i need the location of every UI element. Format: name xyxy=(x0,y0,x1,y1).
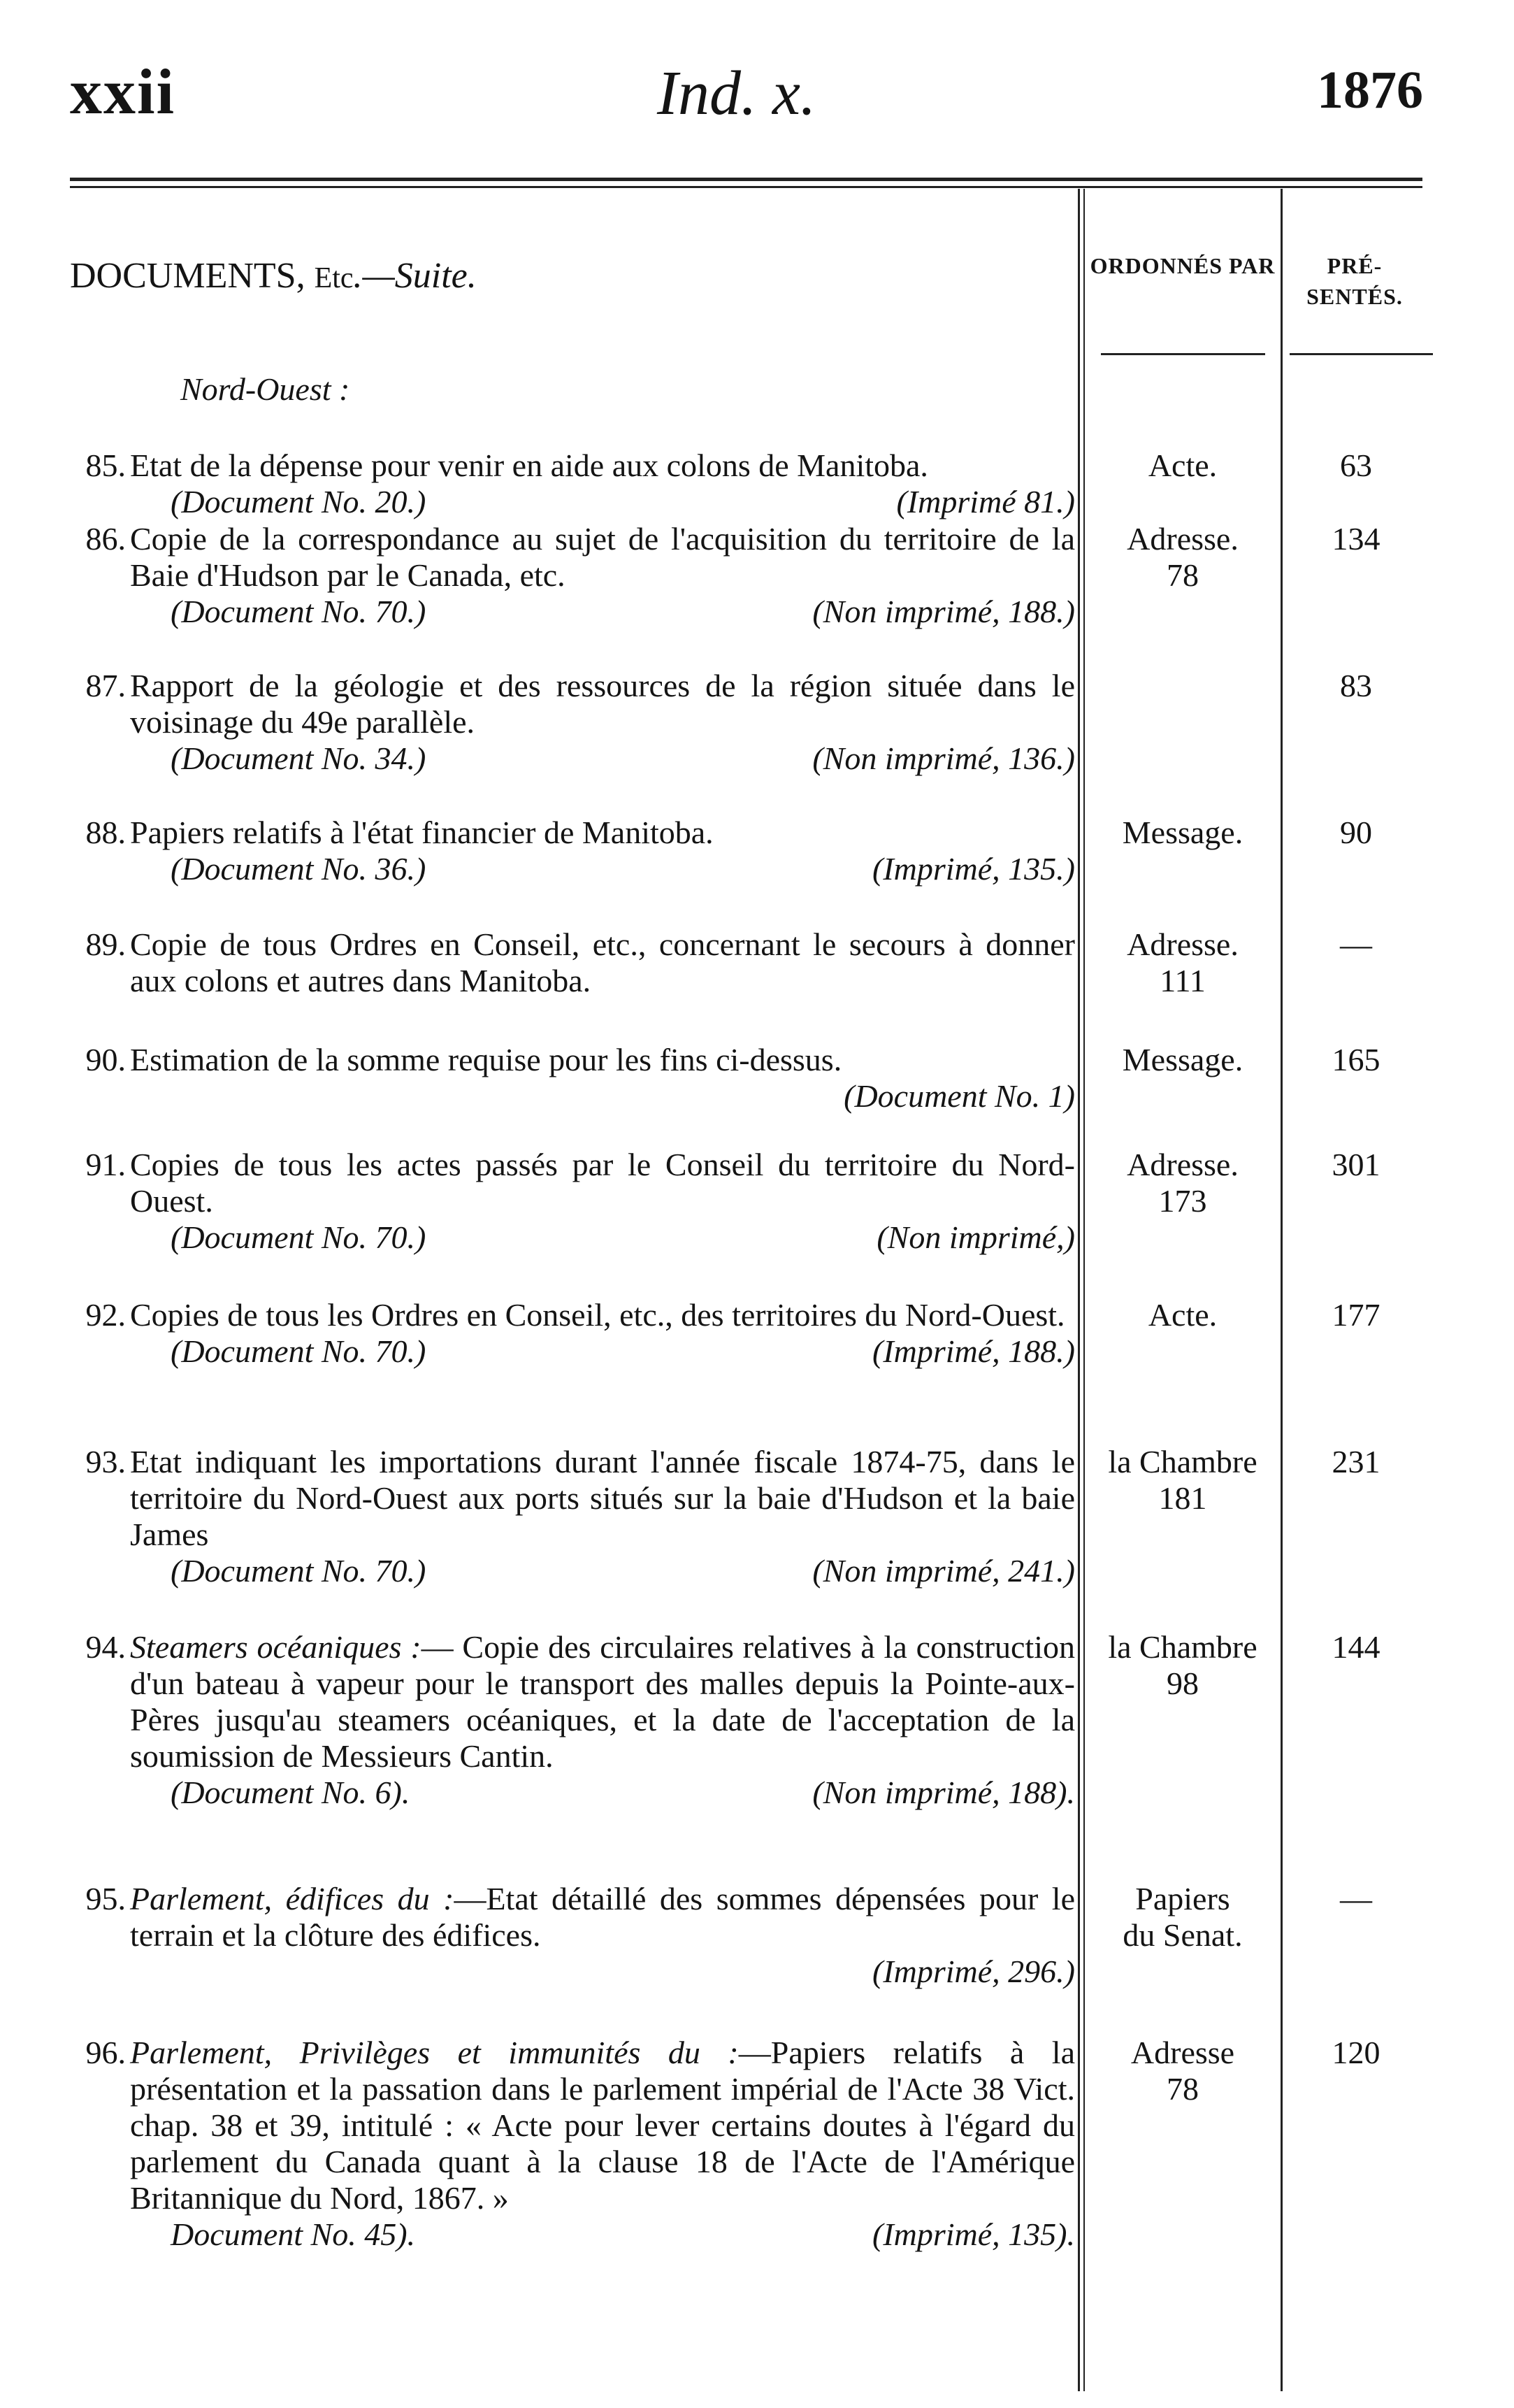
entry-print-status: (Non imprimé,) xyxy=(877,1219,1075,1255)
entry-presented: 63 xyxy=(1340,447,1372,483)
entry-ordered-by xyxy=(1085,1629,1281,1702)
entry-reference xyxy=(130,1954,1075,1990)
entry-description xyxy=(130,815,1075,851)
entry-body-text: Copies de tous les actes passés par le Conseil du territoire du Nord-Ouest. xyxy=(130,1147,1075,1219)
entry-number: 85. xyxy=(85,447,126,483)
entry-reference xyxy=(130,1219,1075,1256)
entry-presented: 120 xyxy=(1332,2035,1380,2070)
entry-document-ref: Document No. 45). xyxy=(171,2216,416,2252)
entry-number: 90. xyxy=(85,1042,126,1077)
entry-presented: 165 xyxy=(1332,1042,1380,1077)
entry-document-ref: (Document No. 70.) xyxy=(171,594,426,629)
page-header xyxy=(70,55,1423,138)
entry-print-status: (Imprimé, 135.) xyxy=(872,851,1075,887)
entry-number: 95. xyxy=(85,1881,126,1916)
entry-text xyxy=(85,521,1075,630)
entry-ordered-by xyxy=(1085,1444,1281,1517)
entry-ordered-by-label: Papiers xyxy=(1135,1881,1230,1916)
entry-ordered-by-number: 78 xyxy=(1167,2071,1199,2107)
entry-ordered-by-label: Message. xyxy=(1122,815,1243,850)
entry-description xyxy=(130,521,1075,594)
entry-ordered-by xyxy=(1085,447,1281,484)
entry-text xyxy=(85,1881,1075,1990)
entry-text xyxy=(85,447,1075,520)
entry-presented: — xyxy=(1340,1881,1372,1916)
entry-number: 96. xyxy=(85,2035,126,2070)
entry-description xyxy=(130,1629,1075,1775)
entry-ordered-by-number: 181 xyxy=(1158,1480,1207,1516)
entry-document-ref: (Document No. 70.) xyxy=(171,1333,426,1369)
entry-reference xyxy=(130,594,1075,630)
entry-ordered-by xyxy=(1085,926,1281,999)
entry-description xyxy=(130,1297,1075,1333)
entry-document-ref: (Document No. 6). xyxy=(171,1775,410,1810)
entry-number: 87. xyxy=(85,668,126,703)
header-rule-bottom xyxy=(70,186,1422,188)
entry-number: 93. xyxy=(85,1444,126,1479)
page-year: 1876 xyxy=(1317,61,1423,120)
entry-document-ref: (Document No. 34.) xyxy=(171,740,426,776)
page-title: Ind. x. xyxy=(657,59,816,128)
entry-ordered-by xyxy=(1085,1147,1281,1219)
entry-reference xyxy=(130,1333,1075,1370)
entry-lead: Parlement, édifices du : xyxy=(130,1881,454,1916)
entry-description xyxy=(130,1042,1075,1078)
entry-ordered-by-label: Acte. xyxy=(1148,447,1218,483)
column-header-ordered-by: ORDONNÉS PAR xyxy=(1090,253,1276,278)
section-title-etc: Etc xyxy=(314,262,354,294)
entry-document-ref: (Document No. 36.) xyxy=(171,851,426,887)
entry-ordered-by-number: 173 xyxy=(1158,1183,1207,1219)
entry-number: 88. xyxy=(85,815,126,850)
entry-print-status: (Imprimé, 188.) xyxy=(872,1333,1075,1369)
column-header-rule-2 xyxy=(1290,353,1433,355)
entry-ordered-by-label: la Chambre xyxy=(1108,1444,1257,1479)
entry-ordered-by-number: 78 xyxy=(1167,557,1199,593)
section-title xyxy=(70,255,477,296)
entry-presented: 144 xyxy=(1332,1629,1380,1665)
entry-print-status: (Non imprimé, 241.) xyxy=(812,1553,1075,1589)
entry-body-text: Estimation de la somme requise pour les fins ci-dessus. xyxy=(130,1042,842,1077)
entry-reference xyxy=(130,1553,1075,1589)
entry-number: 92. xyxy=(85,1297,126,1333)
entry-reference xyxy=(130,1078,1075,1115)
entry-print-status: (Document No. 1) xyxy=(844,1078,1075,1114)
entry-document-ref: (Document No. 20.) xyxy=(171,484,426,519)
entry-body-text: —Papiers relatifs à la présentation et la passation dans le parlement impérial de l'Acte 38 Vict. chap. 38 et 39, intitulé : « Acte pour lever certains doutes à l'égard du parlement du Canada quant à la clause 18 de l'Acte de l'Amérique Britannique du Nord, 1867. » xyxy=(130,2035,1075,2216)
entry-description xyxy=(130,926,1075,999)
entry-text xyxy=(85,815,1075,887)
entry-lead: Steamers océaniques : xyxy=(130,1629,421,1665)
column-header-presented: PRÉ-SENTÉS. xyxy=(1306,253,1403,309)
entry-description xyxy=(130,447,1075,484)
entry-number: 89. xyxy=(85,926,126,962)
entry-body-text: Etat de la dépense pour venir en aide aux colons de Manitoba. xyxy=(130,447,928,483)
entry-print-status: (Imprimé, 135). xyxy=(872,2216,1075,2252)
entry-presented: 301 xyxy=(1332,1147,1380,1182)
entry-presented: 83 xyxy=(1340,668,1372,703)
entry-body-text: — Copie des circulaires relatives à la construction d'un bateau à vapeur pour le transport des malles depuis la Pointe-aux-Pères jusqu'au steamers océaniques, et la date de l'acceptation de la soumission de Messieurs Cantin. xyxy=(130,1629,1075,1774)
entry-ordered-by-label: Adresse. xyxy=(1127,521,1239,557)
entry-ordered-by-label: Message. xyxy=(1122,1042,1243,1077)
entry-body-text: Rapport de la géologie et des ressources de la région située dans le voisinage du 49e parallèle. xyxy=(130,668,1075,740)
entry-text xyxy=(85,2035,1075,2253)
entry-presented: 134 xyxy=(1332,521,1380,557)
entry-description xyxy=(130,1444,1075,1553)
entry-body-text: Papiers relatifs à l'état financier de Manitoba. xyxy=(130,815,714,850)
entry-print-status: (Non imprimé, 188.) xyxy=(812,594,1075,629)
column-divider-right xyxy=(1281,189,1283,2391)
page-number: xxii xyxy=(70,56,176,127)
entry-number: 91. xyxy=(85,1147,126,1182)
entry-description xyxy=(130,1881,1075,1954)
entry-description xyxy=(130,2035,1075,2216)
entry-reference xyxy=(130,484,1075,520)
entry-number: 94. xyxy=(85,1629,126,1665)
entry-ordered-by-label: Adresse. xyxy=(1127,926,1239,962)
entry-ordered-by-label: Acte. xyxy=(1148,1297,1218,1333)
entry-text xyxy=(85,1042,1075,1115)
header-rule-top xyxy=(70,178,1422,181)
section-title-main: DOCUMENTS, xyxy=(70,256,315,296)
entry-presented: — xyxy=(1340,926,1372,962)
entry-body-text: Etat indiquant les importations durant l'année fiscale 1874-75, dans le territoire du Nord-Ouest aux ports situés sur la baie d'Hudson et la baie James xyxy=(130,1444,1075,1552)
entry-ordered-by-label: Adresse xyxy=(1130,2035,1235,2070)
entry-presented: 231 xyxy=(1332,1444,1380,1479)
entry-description xyxy=(130,1147,1075,1219)
entry-body-text: —Etat détaillé des sommes dépensées pour le terrain et la clôture des édifices. xyxy=(130,1881,1075,1953)
column-header-rule-1 xyxy=(1101,353,1265,355)
entry-print-status: (Imprimé 81.) xyxy=(896,484,1075,519)
entry-lead: Parlement, Privilèges et immunités du : xyxy=(130,2035,739,2070)
entry-ordered-by xyxy=(1085,2035,1281,2107)
entry-text xyxy=(85,926,1075,999)
entry-description xyxy=(130,668,1075,740)
entry-ordered-by-label: la Chambre xyxy=(1108,1629,1257,1665)
entry-body-text: Copie de la correspondance au sujet de l'acquisition du territoire de la Baie d'Hudson par le Canada, etc. xyxy=(130,521,1075,593)
entry-ordered-by xyxy=(1085,1881,1281,1954)
entry-text xyxy=(85,1444,1075,1589)
column-divider-left xyxy=(1078,189,1080,2391)
entry-ordered-by-number: 98 xyxy=(1167,1665,1199,1701)
entry-ordered-by xyxy=(1085,1297,1281,1333)
entry-document-ref: (Document No. 70.) xyxy=(171,1219,426,1255)
entry-text xyxy=(85,1297,1075,1370)
entry-document-ref: (Document No. 70.) xyxy=(171,1553,426,1589)
entry-print-status: (Non imprimé, 188). xyxy=(812,1775,1075,1810)
entry-ordered-by-label: Adresse. xyxy=(1127,1147,1239,1182)
entry-number: 86. xyxy=(85,521,126,557)
entry-body-text: Copie de tous Ordres en Conseil, etc., concernant le secours à donner aux colons et autres dans Manitoba. xyxy=(130,926,1075,998)
entry-reference xyxy=(130,740,1075,777)
entry-ordered-by-number: 111 xyxy=(1160,963,1206,998)
entry-reference xyxy=(130,851,1075,887)
entry-ordered-by-number: du Senat. xyxy=(1123,1917,1243,1953)
entry-print-status: (Imprimé, 296.) xyxy=(872,1954,1075,1989)
entry-body-text: Copies de tous les Ordres en Conseil, etc., des territoires du Nord-Ouest. xyxy=(130,1297,1065,1333)
subsection-title: Nord-Ouest : xyxy=(180,371,350,407)
section-title-suite: .—Suite. xyxy=(353,256,477,296)
entry-reference xyxy=(130,2216,1075,2253)
entry-text xyxy=(85,668,1075,777)
entry-ordered-by xyxy=(1085,521,1281,594)
entry-reference xyxy=(130,1775,1075,1811)
entry-presented: 90 xyxy=(1340,815,1372,850)
entry-text xyxy=(85,1629,1075,1811)
entry-presented: 177 xyxy=(1332,1297,1380,1333)
entry-ordered-by xyxy=(1085,815,1281,851)
entry-text xyxy=(85,1147,1075,1256)
entry-print-status: (Non imprimé, 136.) xyxy=(812,740,1075,776)
entry-ordered-by xyxy=(1085,1042,1281,1078)
